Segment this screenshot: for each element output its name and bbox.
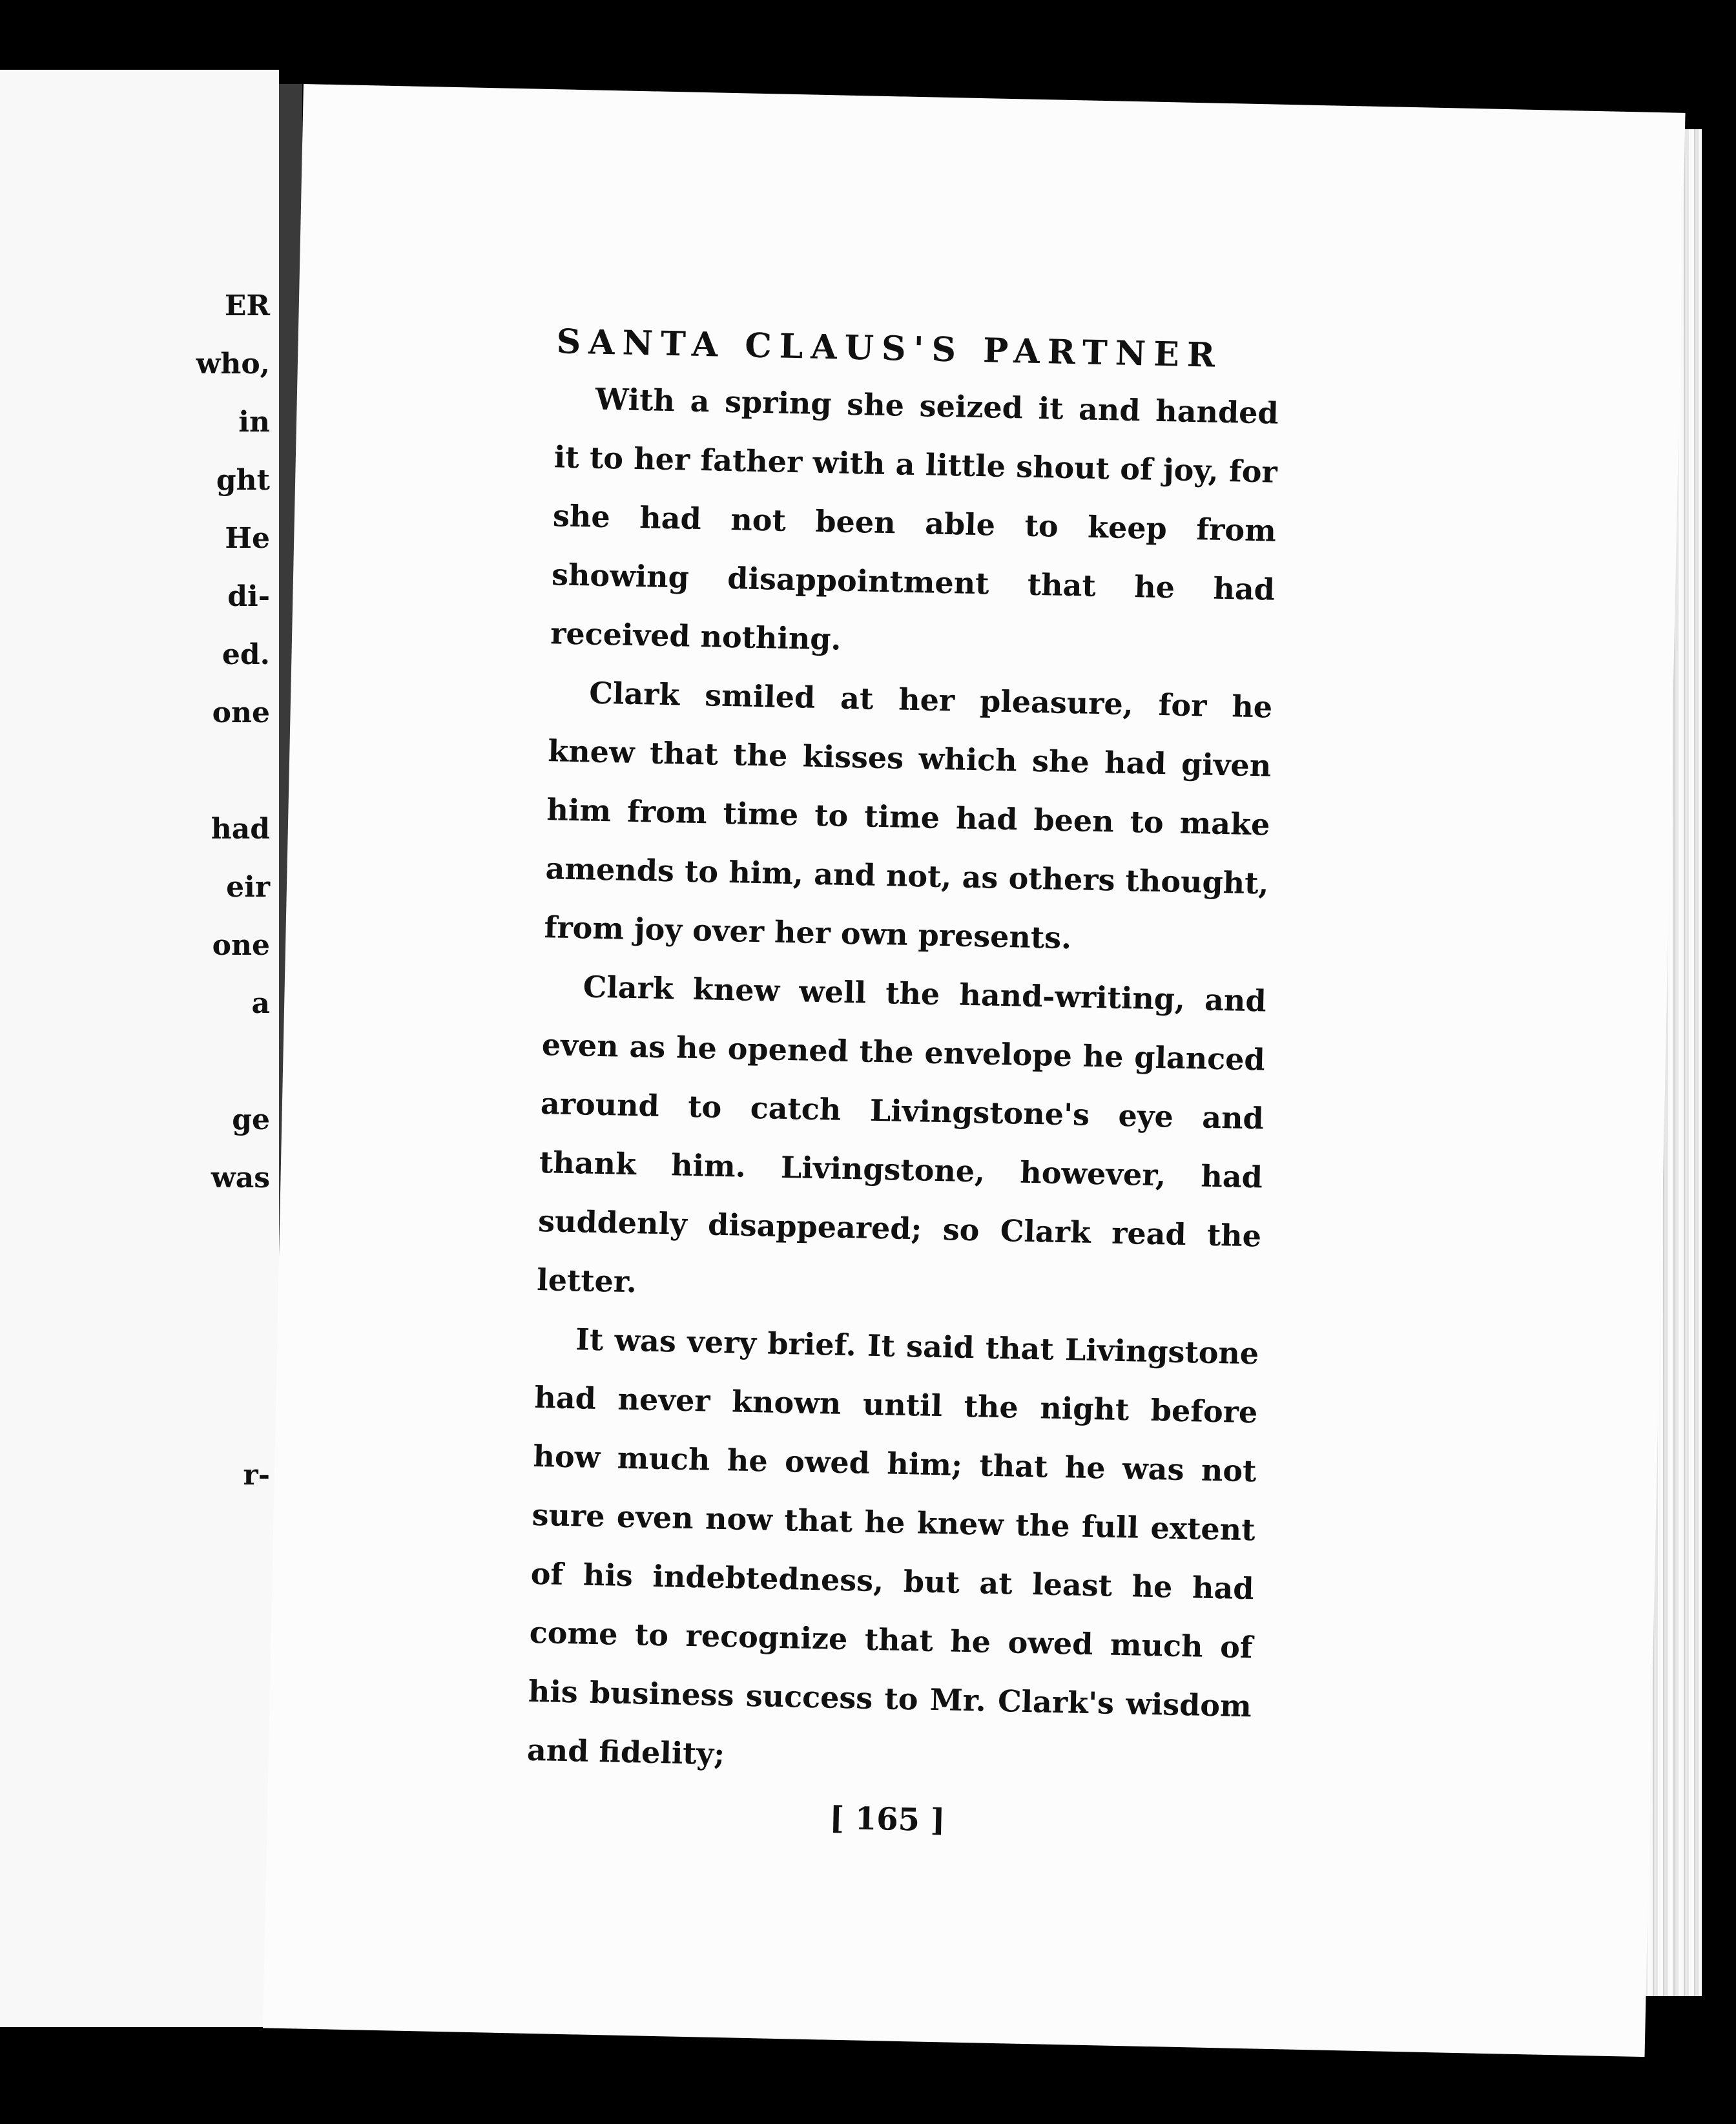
paragraph: Clark smiled at her pleasure, for he knew that the kisses which she had given him from time to time had been to make amends to him, and not, as others thought, from joy over her own presents. xyxy=(544,675,1273,956)
left-text-fragment: one xyxy=(212,696,270,729)
text-block xyxy=(525,322,1280,1845)
left-page xyxy=(0,70,279,2027)
left-text-fragment: in xyxy=(238,406,270,439)
left-text-fragment: a xyxy=(251,987,270,1020)
left-text-fragment: r- xyxy=(243,1459,270,1492)
paragraph: Clark knew well the hand-writing, and even as he opened the envelope he glanced around to catch Livingstone's eye and thank him. Livingstone, however, had suddenly disappeared; so Clark read the letter. xyxy=(536,969,1267,1300)
left-text-fragment: who, xyxy=(196,348,270,380)
left-text-fragment: ght xyxy=(216,464,270,497)
right-page xyxy=(263,84,1686,2057)
left-text-fragment: was xyxy=(211,1161,270,1194)
left-text-fragment: ge xyxy=(232,1103,270,1136)
paragraph: It was very brief. It said that Livingstone had never known until the night before how much he owed him; that he was not sure even now that he knew the full extent of his indebtedness, but at least he had come to recognize that he owed much of his business success to Mr. Clark's wisdom and fidelity; xyxy=(526,1322,1259,1772)
left-text-fragment: eir xyxy=(226,871,270,904)
paragraph: With a spring she seized it and handed it to her father with a little shout of joy, for she had not been able to keep from showing disappointment that he had received nothing. xyxy=(550,381,1279,657)
left-text-fragment: He xyxy=(225,522,270,555)
left-text-fragment: di- xyxy=(227,580,270,613)
left-text-fragment: ed. xyxy=(222,638,270,671)
left-text-fragment: had xyxy=(211,813,270,846)
left-text-fragment: ER xyxy=(224,289,270,322)
left-text-fragment: one xyxy=(212,929,270,962)
page-number: [ 165 ] xyxy=(829,1800,946,1839)
running-head: SANTA CLAUS'S PARTNER xyxy=(556,322,1223,375)
